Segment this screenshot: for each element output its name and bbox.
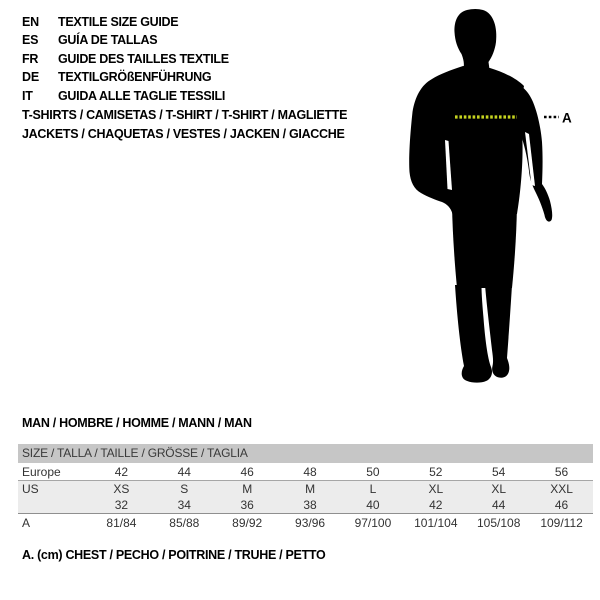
language-label: GUÍA DE TALLAS (58, 33, 158, 48)
table-cell: 38 (303, 498, 317, 512)
table-cell: M (305, 482, 316, 496)
size-table (18, 444, 593, 532)
language-row-en (22, 13, 229, 31)
row-label: A (22, 516, 31, 530)
language-code: DE (22, 70, 39, 85)
man-silhouette-svg (395, 0, 600, 400)
language-code: EN (22, 15, 39, 29)
section-heading-man: MAN / HOMBRE / HOMME / MANN / MAN (22, 416, 252, 430)
table-cell: 56 (554, 464, 569, 479)
language-row-it (22, 87, 229, 105)
table-row-us (18, 481, 593, 497)
silhouette-torso (409, 66, 524, 214)
table-cell: 46 (554, 498, 569, 512)
table-cell: 93/96 (295, 516, 326, 530)
table-row-chest-cm (18, 514, 593, 532)
table-cell: 105/108 (476, 516, 521, 530)
row-label: Europe (22, 464, 61, 479)
language-code: IT (22, 88, 33, 103)
measure-label-a: A (562, 110, 572, 126)
table-cell: S (180, 482, 189, 496)
man-silhouette-figure (395, 0, 600, 400)
table-cell: 40 (366, 498, 380, 512)
table-cell: XL (491, 482, 507, 496)
table-cell: 44 (492, 498, 506, 512)
language-row-es (22, 31, 229, 49)
table-cell: L (369, 482, 377, 496)
table-cell: 34 (177, 498, 191, 512)
table-cell: XS (113, 482, 130, 496)
table-cell: XXL (550, 482, 573, 496)
silhouette-head (454, 9, 496, 73)
table-cell: 97/100 (354, 516, 392, 530)
language-code: ES (22, 33, 39, 48)
table-cell: 89/92 (232, 516, 263, 530)
table-cell: XL (428, 482, 444, 496)
table-cell: 109/112 (540, 516, 583, 530)
table-cell: 42 (114, 464, 129, 479)
row-label: US (22, 482, 39, 496)
garment-categories (22, 106, 347, 144)
language-label: TEXTILGRÖßENFÜHRUNG (58, 70, 212, 85)
table-cell: 44 (177, 464, 191, 479)
table-cell: 42 (429, 498, 443, 512)
language-label: GUIDE DES TAILLES TEXTILE (58, 51, 229, 66)
table-cell: 36 (240, 498, 254, 512)
language-row-de (22, 68, 229, 86)
table-cell: 54 (492, 464, 506, 479)
silhouette-hips (452, 205, 517, 288)
category-tshirts: T-SHIRTS / CAMISETAS / T-SHIRT / T-SHIRT / MAGLIETTE (22, 108, 348, 122)
table-cell: 101/104 (414, 516, 458, 530)
language-row-fr (22, 50, 229, 68)
table-cell: M (242, 482, 253, 496)
table-row-us-numeric (18, 497, 593, 514)
language-label: TEXTILE SIZE GUIDE (58, 15, 179, 29)
language-list (22, 13, 229, 105)
language-code: FR (22, 51, 39, 66)
table-cell: 52 (429, 464, 443, 479)
table-cell: 81/84 (106, 516, 137, 530)
category-jackets: JACKETS / CHAQUETAS / VESTES / JACKEN / GIACCHE (22, 127, 345, 141)
language-label: GUIDA ALLE TAGLIE TESSILI (58, 88, 226, 103)
table-cell: 32 (114, 498, 129, 512)
table-cell: 48 (303, 464, 317, 479)
table-cell: 46 (240, 464, 254, 479)
table-cell: 50 (366, 464, 380, 479)
table-row-europe (18, 463, 593, 481)
size-table-header: SIZE / TALLA / TAILLE / GRÖSSE / TAGLIA (18, 444, 593, 463)
table-cell: 85/88 (169, 516, 200, 530)
measurement-footnote: A. (cm) CHEST / PECHO / POITRINE / TRUHE / PETTO (22, 548, 326, 562)
